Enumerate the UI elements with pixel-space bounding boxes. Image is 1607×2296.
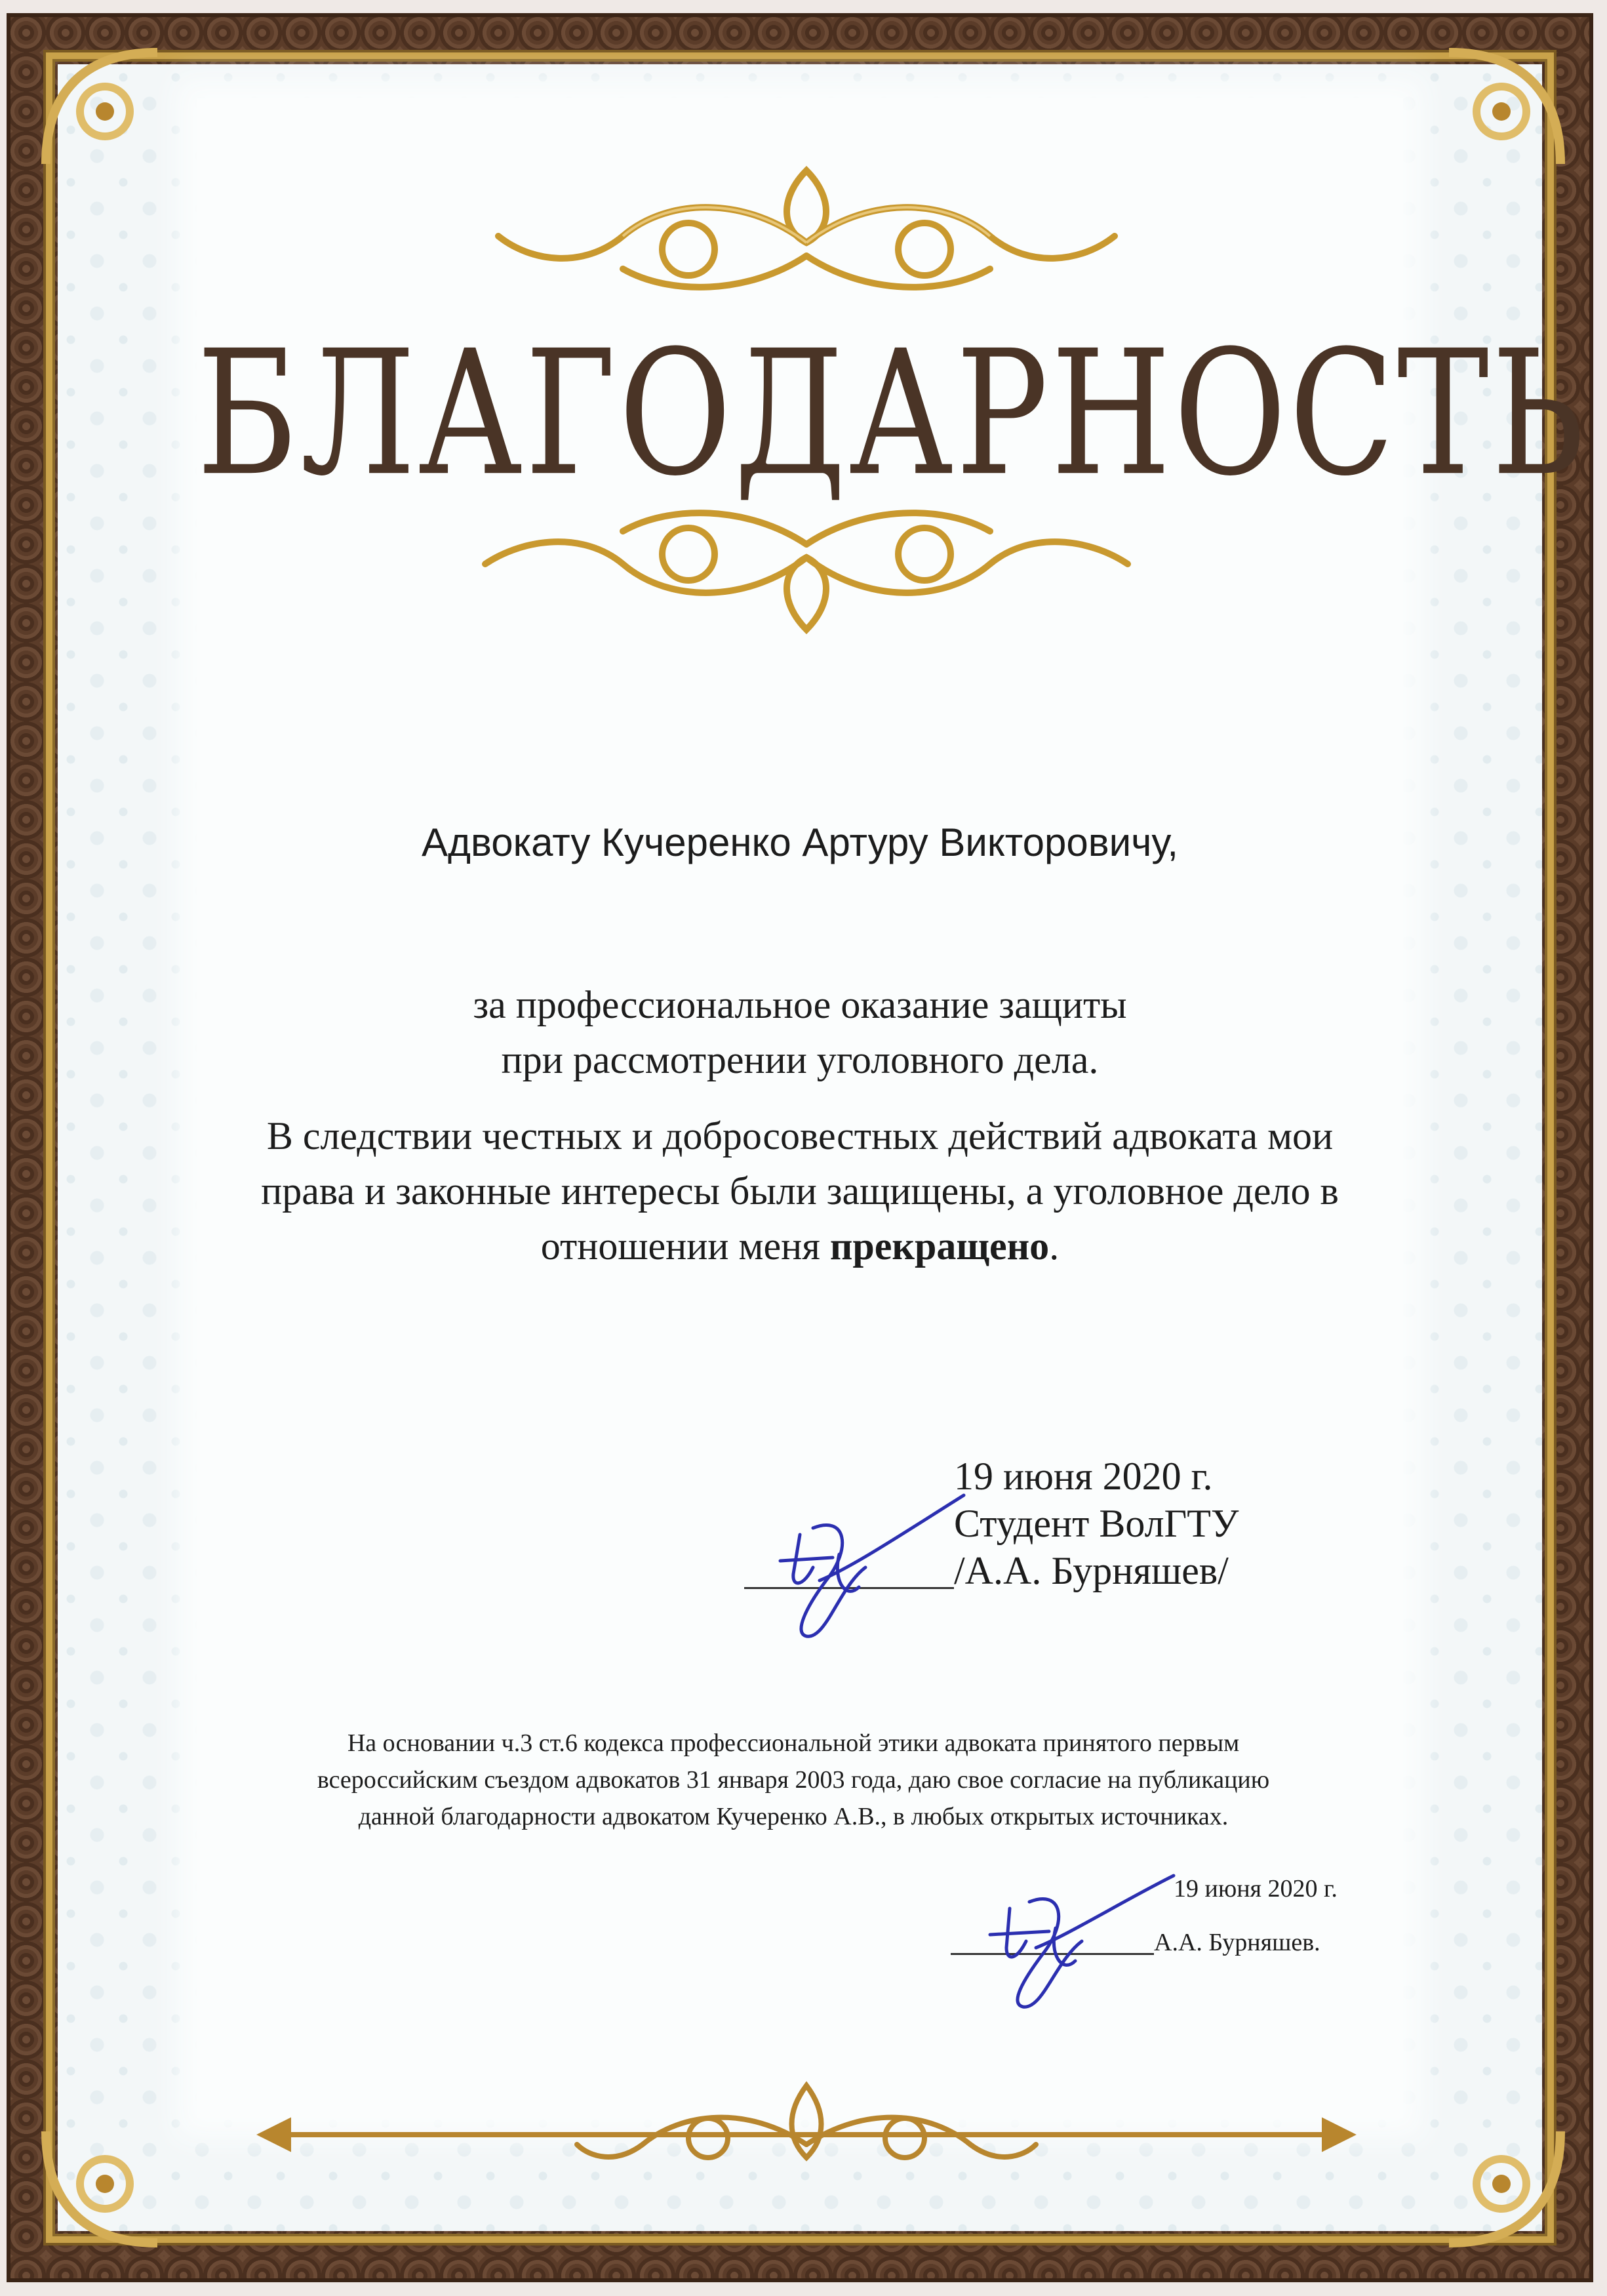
- consent-text: [256, 1725, 1331, 1835]
- body-line: В следствии честных и добросовестных действий адвоката мои: [266, 1114, 1334, 1158]
- corner-ornament-icon: [1423, 33, 1580, 190]
- top-flourish-icon: [472, 157, 1141, 321]
- signature-scribble-icon: [754, 1489, 970, 1646]
- title-flourish-icon: [452, 492, 1161, 643]
- consent-date: 19 июня 2020 г.: [1174, 1875, 1338, 1903]
- signature-block: [954, 1453, 1413, 1594]
- consent-line: всероссийским съездом адвокатов 31 января 2003 года, даю свое согласие на публикацию: [317, 1766, 1270, 1794]
- consent-signer-name: А.А. Бурняшев.: [1154, 1929, 1320, 1956]
- consent-line: На основании ч.3 ст.6 кодекса профессиональной этики адвоката принятого первым: [347, 1729, 1240, 1757]
- body-line: [197, 1218, 1403, 1274]
- signer-position: Студент ВолГТУ: [954, 1502, 1239, 1545]
- body-text: [197, 1108, 1403, 1274]
- body-line-prefix: отношении меня: [540, 1224, 830, 1268]
- bottom-ornament-icon: [249, 2072, 1364, 2184]
- reason-line: за профессиональное оказание защиты: [473, 983, 1127, 1026]
- corner-ornament-icon: [26, 2105, 184, 2263]
- reason-line: при рассмотрении уголовного дела.: [501, 1038, 1099, 1081]
- consent-line: данной благодарности адвокатом Кучеренко А.В., в любых открытых источниках.: [358, 1803, 1229, 1830]
- body-line: права и законные интересы были защищены, а уголовное дело в: [261, 1169, 1339, 1213]
- certificate-title: БЛАГОДАРНОСТЬ: [197, 313, 1587, 514]
- body-emphasis: прекращено: [829, 1224, 1050, 1268]
- signature-scribble-icon: [970, 1869, 1180, 2013]
- reason-text: [197, 977, 1403, 1087]
- signature-date: 19 июня 2020 г.: [954, 1455, 1213, 1498]
- recipient-line: Адвокату Кучеренко Артуру Викторовичу,: [421, 820, 1179, 864]
- corner-ornament-icon: [26, 33, 184, 190]
- body-line-suffix: .: [1049, 1224, 1060, 1268]
- corner-ornament-icon: [1423, 2105, 1580, 2263]
- signer-name: /А.А. Бурняшев/: [954, 1549, 1229, 1592]
